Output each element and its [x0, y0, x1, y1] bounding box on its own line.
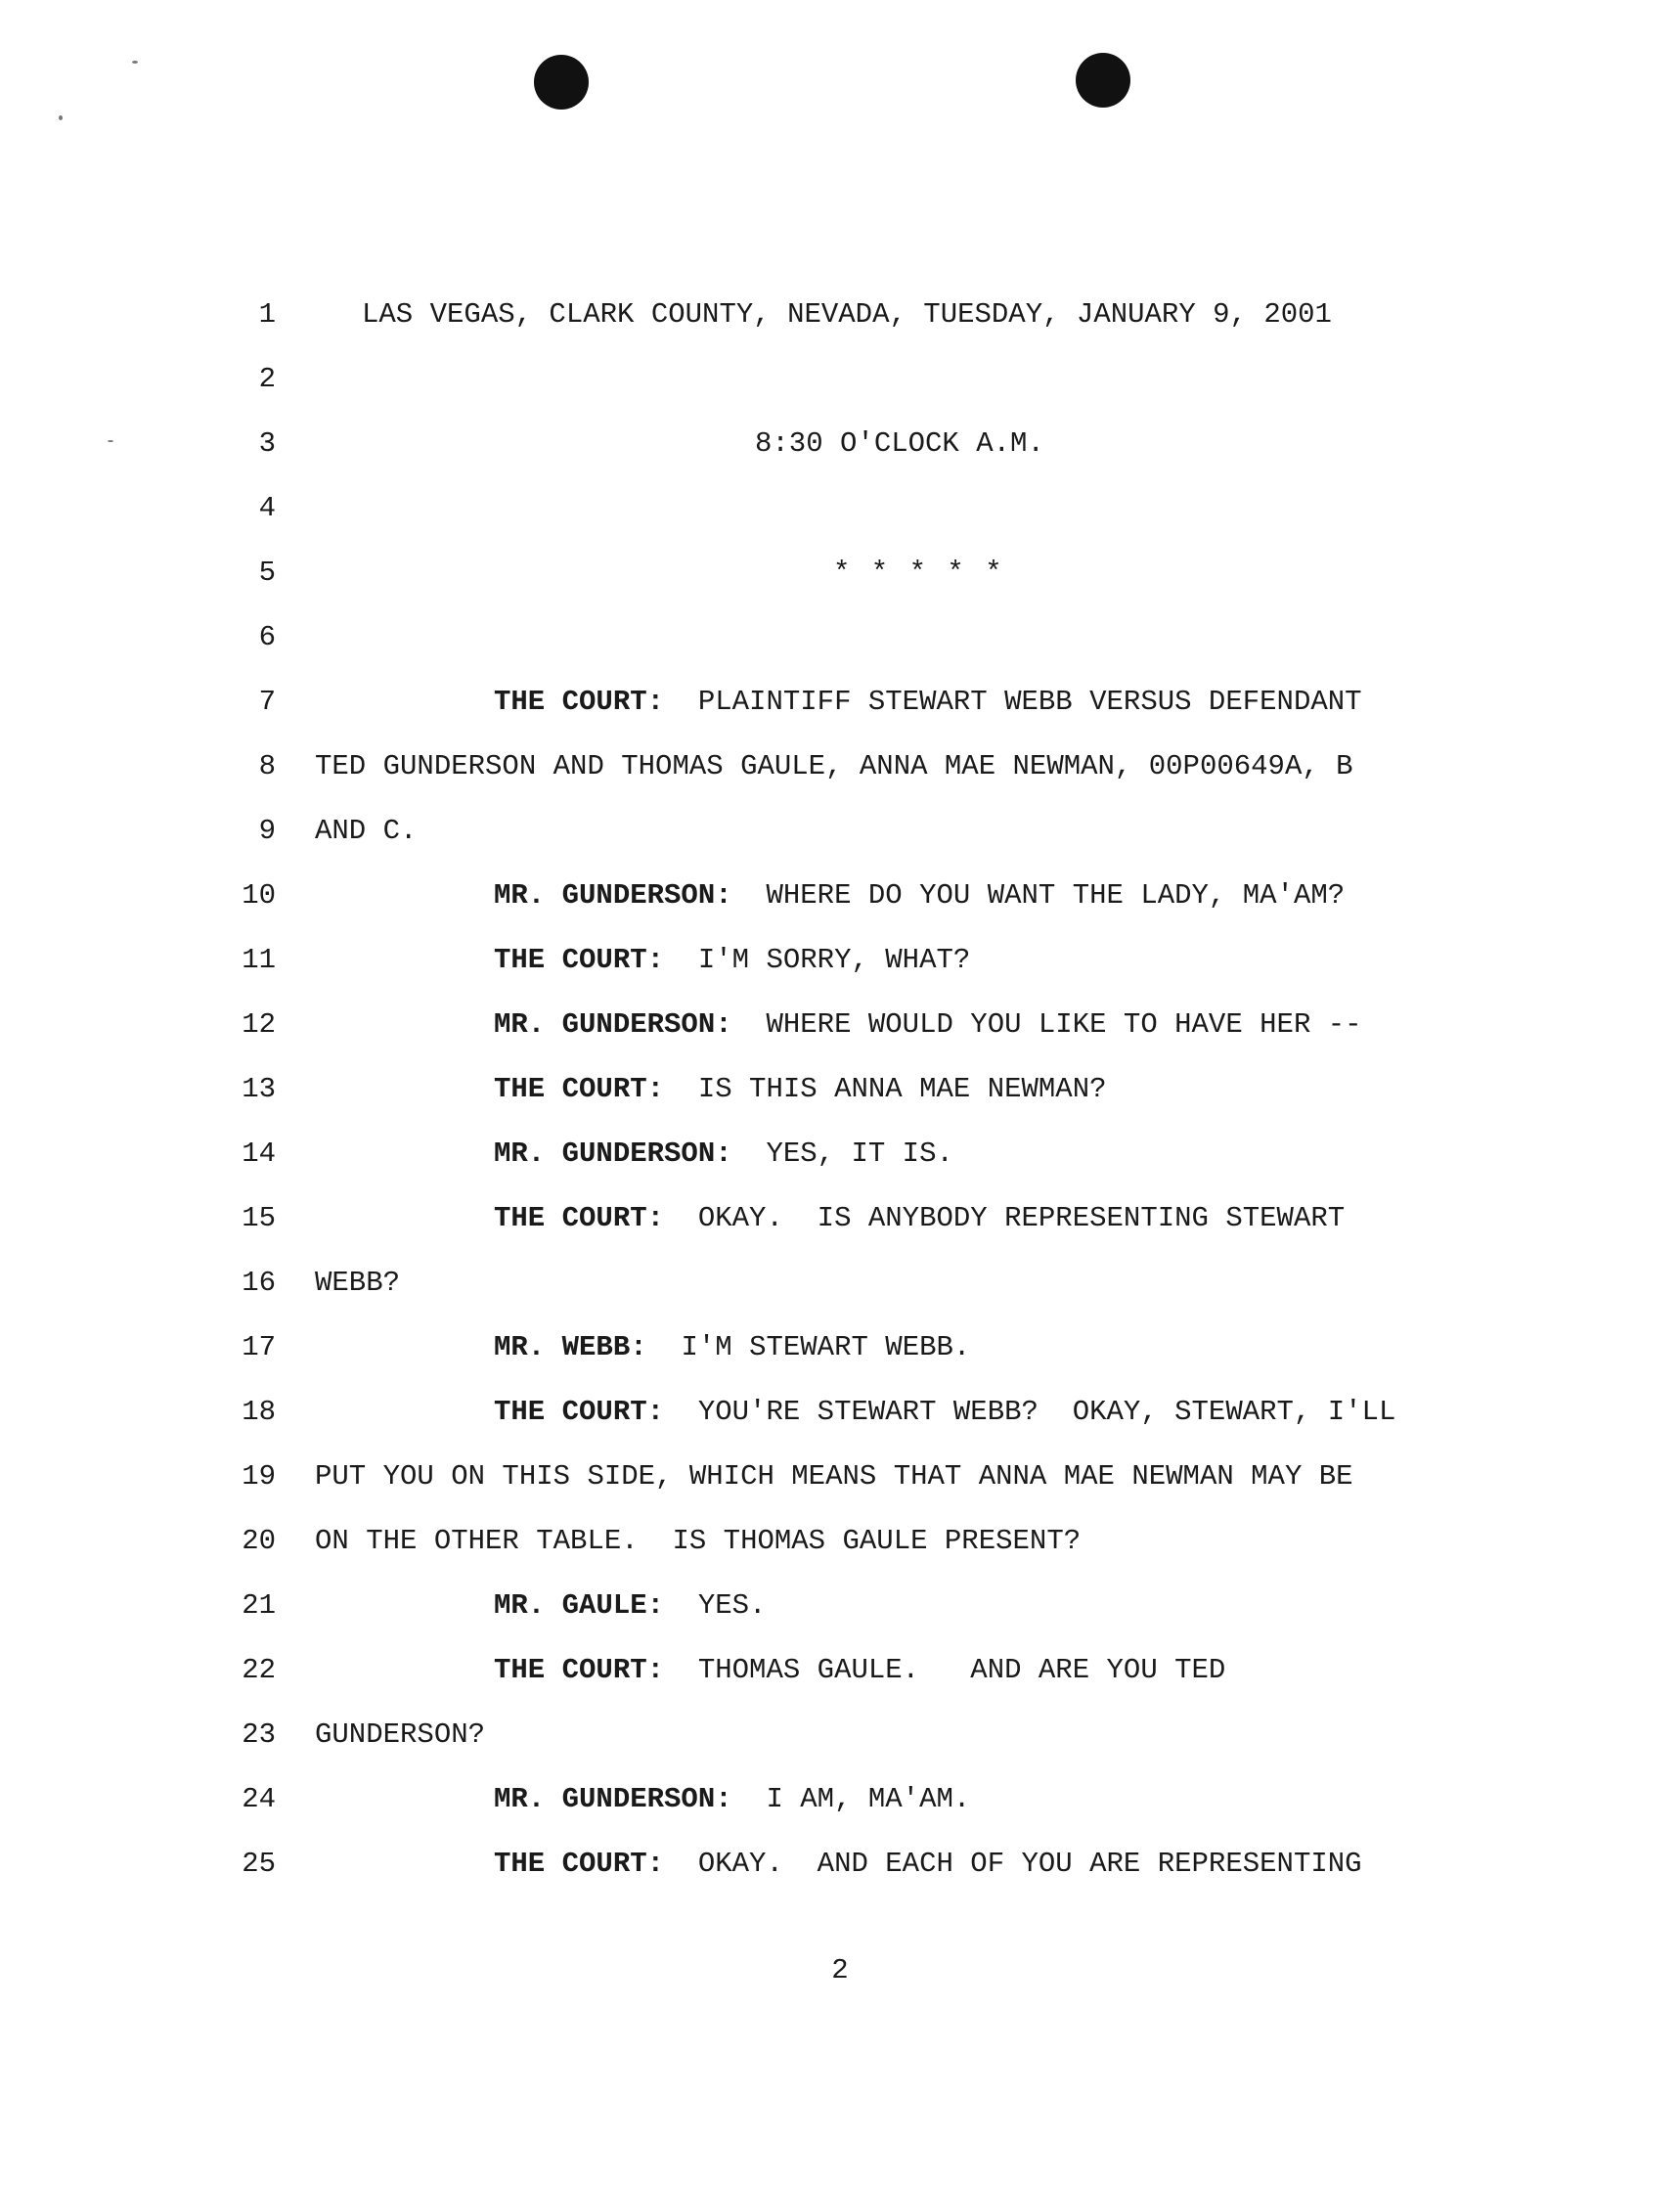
spoken-text: AND C. — [315, 815, 418, 847]
spoken-text: TED GUNDERSON AND THOMAS GAULE, ANNA MAE NEWMAN, 00P00649A, B — [315, 750, 1353, 782]
spoken-text: LAS VEGAS, CLARK COUNTY, NEVADA, TUESDAY, JANUARY 9, 2001 — [362, 298, 1332, 331]
spoken-text: I'M STEWART WEBB. — [681, 1331, 971, 1363]
line-text — [494, 673, 1362, 732]
transcript-line — [0, 415, 1680, 473]
line-text — [755, 415, 1044, 473]
spoken-text: PUT YOU ON THIS SIDE, WHICH MEANS THAT ANNA MAE NEWMAN MAY BE — [315, 1460, 1353, 1493]
line-text — [494, 1770, 970, 1829]
transcript-line — [0, 867, 1680, 925]
transcript-line — [0, 1254, 1680, 1313]
line-text — [494, 1125, 953, 1183]
transcript-line — [0, 1512, 1680, 1571]
transcript-line — [0, 1318, 1680, 1377]
speaker-label: MR. GUNDERSON: — [494, 879, 732, 912]
transcript-line — [0, 1835, 1680, 1894]
transcript-line — [0, 1577, 1680, 1635]
line-text — [494, 931, 970, 990]
transcript-line — [0, 286, 1680, 344]
transcript-line — [0, 1770, 1680, 1829]
transcript-line — [0, 608, 1680, 667]
speaker-label: MR. GUNDERSON: — [494, 1008, 732, 1041]
spoken-text: WHERE DO YOU WANT THE LADY, MA'AM? — [766, 879, 1346, 912]
speaker-label: MR. WEBB: — [494, 1331, 647, 1363]
line-text — [494, 1318, 970, 1377]
line-text — [494, 1060, 1107, 1119]
line-number: 14 — [242, 1138, 276, 1170]
line-number: 11 — [242, 944, 276, 976]
line-text — [494, 867, 1345, 925]
line-text — [494, 1835, 1362, 1894]
transcript-line — [0, 802, 1680, 861]
line-text — [494, 1641, 1225, 1700]
line-number: 4 — [258, 492, 276, 524]
line-number: 7 — [258, 686, 276, 718]
speaker-label: THE COURT: — [494, 1396, 665, 1428]
transcript-line — [0, 931, 1680, 990]
transcript-line — [0, 1125, 1680, 1183]
line-number: 9 — [258, 815, 276, 847]
line-text — [362, 286, 1332, 344]
binder-hole-left — [534, 55, 589, 110]
line-number: 22 — [242, 1654, 276, 1686]
line-number: 12 — [242, 1008, 276, 1041]
spoken-text: THOMAS GAULE. AND ARE YOU TED — [697, 1654, 1226, 1686]
transcript-line — [0, 1189, 1680, 1248]
page-number: 2 — [831, 1954, 849, 1986]
line-number: 5 — [258, 557, 276, 589]
transcript-line — [0, 479, 1680, 538]
spoken-text: ON THE OTHER TABLE. IS THOMAS GAULE PRESENT? — [315, 1525, 1082, 1557]
transcript-line — [0, 1641, 1680, 1700]
speaker-label: THE COURT: — [494, 1848, 665, 1880]
speaker-label: THE COURT: — [494, 1202, 665, 1234]
line-number: 10 — [242, 879, 276, 912]
transcript-line — [0, 1448, 1680, 1506]
spoken-text: YES, IT IS. — [766, 1138, 953, 1170]
transcript-line — [0, 544, 1680, 602]
line-number: 6 — [258, 621, 276, 653]
spoken-text: WEBB? — [315, 1267, 401, 1299]
speaker-label: MR. GAULE: — [494, 1589, 665, 1622]
spoken-text: 8:30 O'CLOCK A.M. — [755, 427, 1044, 460]
spoken-text: OKAY. AND EACH OF YOU ARE REPRESENTING — [697, 1848, 1362, 1880]
transcript-line — [0, 996, 1680, 1054]
spoken-text: I'M SORRY, WHAT? — [697, 944, 971, 976]
spoken-text: OKAY. IS ANYBODY REPRESENTING STEWART — [697, 1202, 1346, 1234]
transcript-line — [0, 1706, 1680, 1764]
spoken-text: GUNDERSON? — [315, 1718, 486, 1751]
line-number: 8 — [258, 750, 276, 782]
spoken-text: IS THIS ANNA MAE NEWMAN? — [697, 1073, 1107, 1105]
transcript-line — [0, 673, 1680, 732]
line-text — [315, 802, 417, 861]
scan-speck — [59, 115, 63, 120]
line-text — [315, 1254, 400, 1313]
line-text — [315, 1448, 1353, 1506]
speaker-label: MR. GUNDERSON: — [494, 1138, 732, 1170]
line-number: 3 — [258, 427, 276, 460]
line-number: 15 — [242, 1202, 276, 1234]
speaker-label: THE COURT: — [494, 944, 665, 976]
transcript-line — [0, 1383, 1680, 1442]
line-text — [833, 544, 1002, 602]
transcript-line — [0, 350, 1680, 409]
spoken-text: * * * * * — [833, 557, 1002, 589]
line-number: 2 — [258, 363, 276, 395]
speaker-label: MR. GUNDERSON: — [494, 1783, 732, 1815]
spoken-text: YES. — [697, 1589, 767, 1622]
speaker-label: THE COURT: — [494, 1654, 665, 1686]
line-text — [494, 1189, 1345, 1248]
line-number: 23 — [242, 1718, 276, 1751]
line-text — [494, 996, 1362, 1054]
line-number: 16 — [242, 1267, 276, 1299]
spoken-text: I AM, MA'AM. — [766, 1783, 971, 1815]
line-text — [494, 1383, 1395, 1442]
line-number: 13 — [242, 1073, 276, 1105]
transcript-line — [0, 1060, 1680, 1119]
line-text — [315, 1512, 1081, 1571]
line-number: 25 — [242, 1848, 276, 1880]
speaker-label: THE COURT: — [494, 686, 665, 718]
line-text — [315, 737, 1353, 796]
line-number: 20 — [242, 1525, 276, 1557]
line-number: 19 — [242, 1460, 276, 1493]
line-number: 18 — [242, 1396, 276, 1428]
spoken-text: PLAINTIFF STEWART WEBB VERSUS DEFENDANT — [697, 686, 1362, 718]
line-number: 21 — [242, 1589, 276, 1622]
scan-speck — [132, 61, 138, 64]
line-number: 17 — [242, 1331, 276, 1363]
spoken-text: YOU'RE STEWART WEBB? OKAY, STEWART, I'LL — [697, 1396, 1396, 1428]
spoken-text: WHERE WOULD YOU LIKE TO HAVE HER -- — [766, 1008, 1362, 1041]
binder-hole-right — [1076, 53, 1130, 108]
line-number: 1 — [258, 298, 276, 331]
line-number: 24 — [242, 1783, 276, 1815]
transcript-line — [0, 737, 1680, 796]
line-text — [494, 1577, 766, 1635]
speaker-label: THE COURT: — [494, 1073, 665, 1105]
line-text — [315, 1706, 485, 1764]
